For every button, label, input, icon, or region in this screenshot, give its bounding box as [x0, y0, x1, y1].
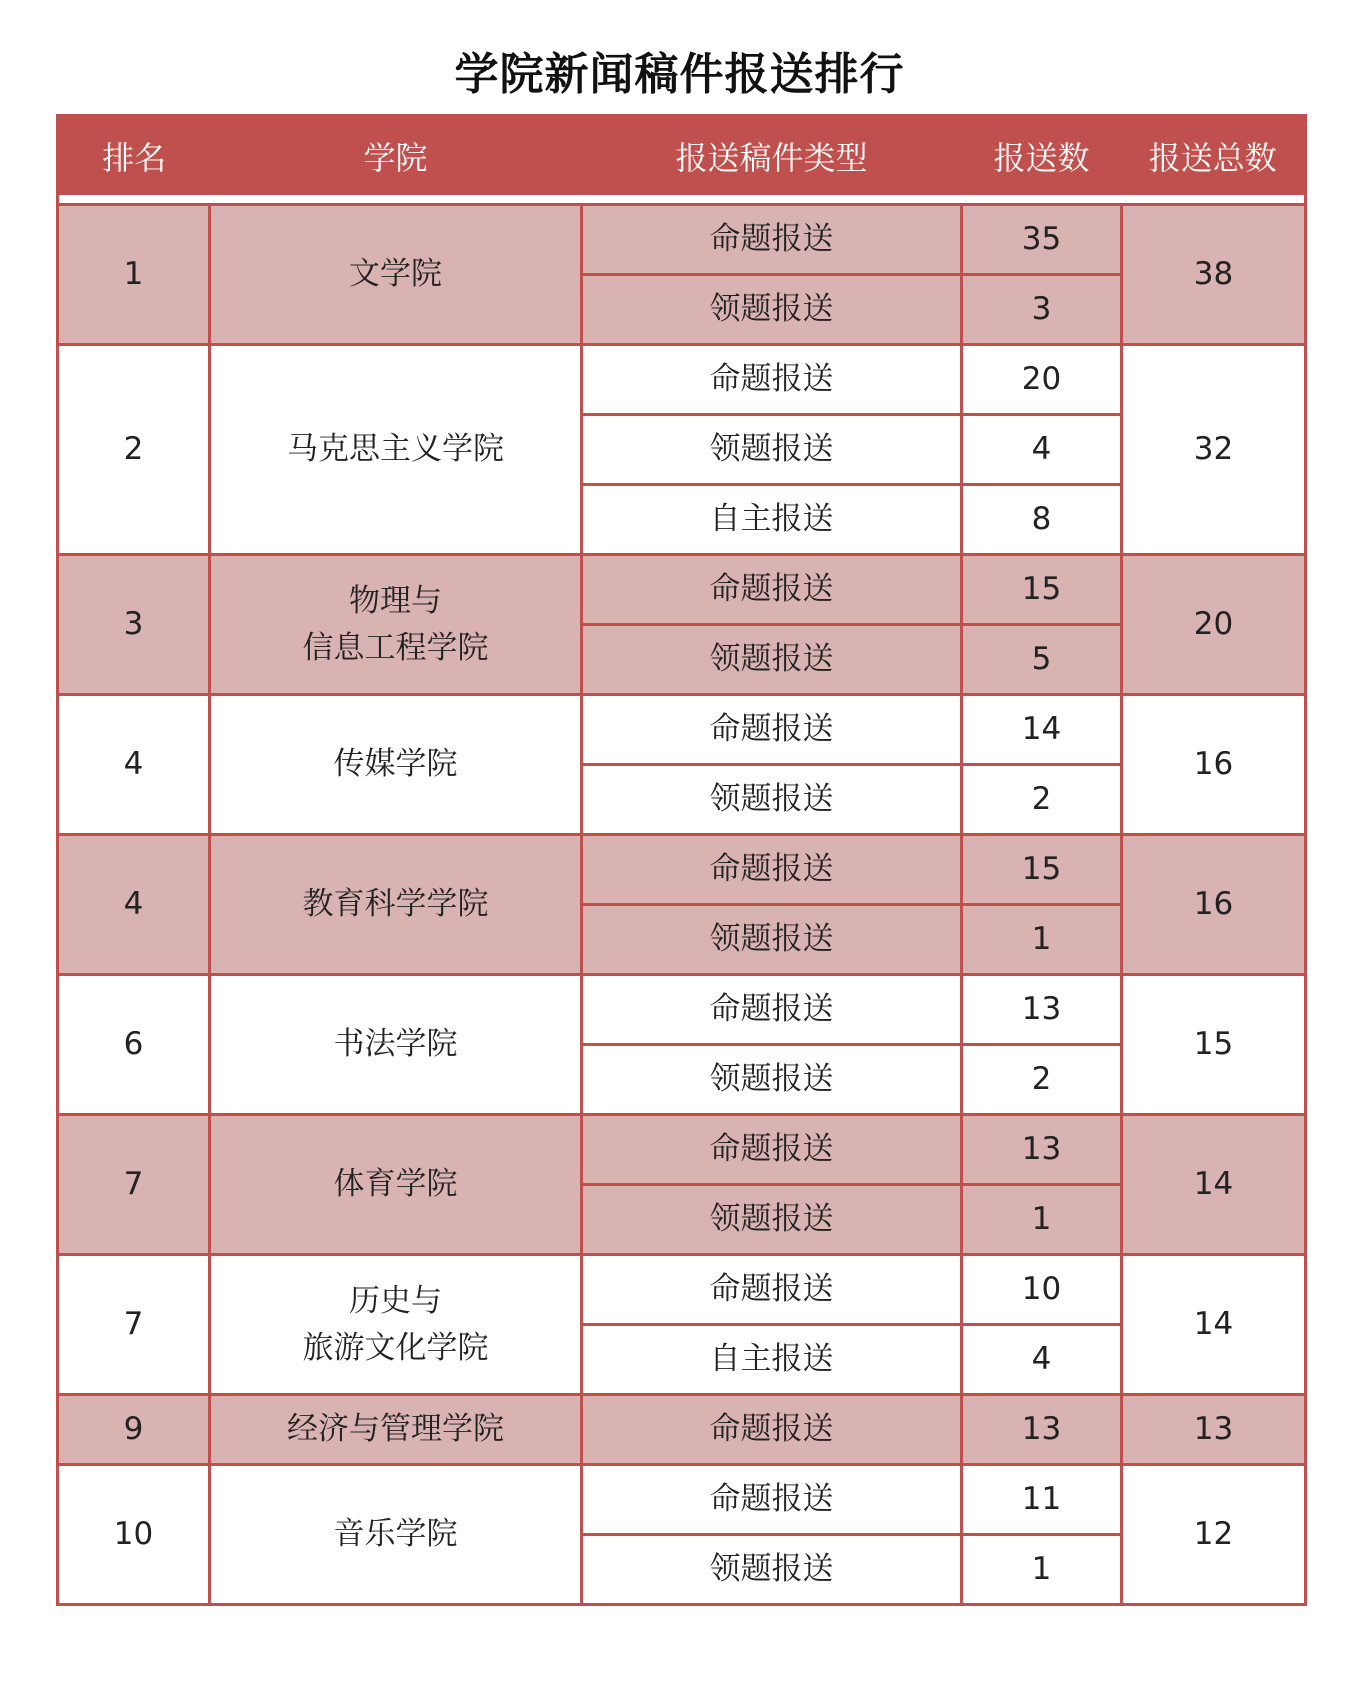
total-cell: 16 [1122, 835, 1306, 975]
table-header [58, 116, 1306, 196]
submission-type-cell: 命题报送 [582, 1255, 962, 1325]
submission-type-cell: 自主报送 [582, 485, 962, 555]
total-cell: 15 [1122, 975, 1306, 1115]
total-cell: 14 [1122, 1255, 1306, 1395]
total-cell: 13 [1122, 1395, 1306, 1465]
header-total: 报送总数 [1122, 116, 1306, 196]
submission-count-cell: 4 [962, 415, 1122, 485]
page-title: 学院新闻稿件报送排行 [454, 49, 905, 100]
submission-count-cell: 35 [962, 205, 1122, 275]
rank-cell: 6 [58, 975, 210, 1115]
table-row [58, 1255, 1306, 1325]
submission-count-cell: 20 [962, 345, 1122, 415]
submission-type-cell: 领题报送 [582, 765, 962, 835]
table-body [58, 195, 1306, 1605]
college-cell: 体育学院 [210, 1115, 582, 1255]
rank-cell: 7 [58, 1255, 210, 1395]
submission-count-cell: 15 [962, 555, 1122, 625]
header-gap [58, 195, 1306, 205]
total-cell: 32 [1122, 345, 1306, 555]
submission-count-cell: 13 [962, 1115, 1122, 1185]
submission-type-cell: 领题报送 [582, 625, 962, 695]
submission-type-cell: 自主报送 [582, 1325, 962, 1395]
submission-type-cell: 领题报送 [582, 275, 962, 345]
submission-count-cell: 2 [962, 765, 1122, 835]
submission-count-cell: 10 [962, 1255, 1122, 1325]
submission-type-cell: 领题报送 [582, 1535, 962, 1605]
submission-type-cell: 命题报送 [582, 1115, 962, 1185]
header-type: 报送稿件类型 [582, 116, 962, 196]
total-cell: 38 [1122, 205, 1306, 345]
submission-count-cell: 11 [962, 1465, 1122, 1535]
table-row [58, 695, 1306, 765]
table-row [58, 975, 1306, 1045]
submission-type-cell: 命题报送 [582, 1465, 962, 1535]
submission-count-cell: 15 [962, 835, 1122, 905]
table-row [58, 1465, 1306, 1535]
submission-type-cell: 命题报送 [582, 695, 962, 765]
rank-cell: 9 [58, 1395, 210, 1465]
submission-type-cell: 命题报送 [582, 975, 962, 1045]
submission-count-cell: 8 [962, 485, 1122, 555]
submission-type-cell: 命题报送 [582, 835, 962, 905]
total-cell: 12 [1122, 1465, 1306, 1605]
college-cell: 传媒学院 [210, 695, 582, 835]
total-cell: 14 [1122, 1115, 1306, 1255]
submission-type-cell: 命题报送 [582, 345, 962, 415]
table-row [58, 835, 1306, 905]
total-cell: 16 [1122, 695, 1306, 835]
college-cell: 音乐学院 [210, 1465, 582, 1605]
college-cell: 书法学院 [210, 975, 582, 1115]
submission-count-cell: 5 [962, 625, 1122, 695]
rank-cell: 7 [58, 1115, 210, 1255]
college-cell: 教育科学学院 [210, 835, 582, 975]
rank-cell: 4 [58, 695, 210, 835]
rank-cell: 10 [58, 1465, 210, 1605]
rank-cell: 1 [58, 205, 210, 345]
submission-type-cell: 领题报送 [582, 415, 962, 485]
header-count: 报送数 [962, 116, 1122, 196]
ranking-table [56, 114, 1307, 1606]
rank-cell: 3 [58, 555, 210, 695]
submission-count-cell: 4 [962, 1325, 1122, 1395]
submission-type-cell: 领题报送 [582, 1045, 962, 1115]
submission-count-cell: 1 [962, 905, 1122, 975]
college-cell: 经济与管理学院 [210, 1395, 582, 1465]
header-college: 学院 [210, 116, 582, 196]
rank-cell: 2 [58, 345, 210, 555]
college-cell: 马克思主义学院 [210, 345, 582, 555]
submission-count-cell: 13 [962, 975, 1122, 1045]
college-cell: 文学院 [210, 205, 582, 345]
submission-count-cell: 2 [962, 1045, 1122, 1115]
table-row [58, 1115, 1306, 1185]
submission-count-cell: 13 [962, 1395, 1122, 1465]
college-cell: 物理与 信息工程学院 [210, 555, 582, 695]
submission-type-cell: 命题报送 [582, 205, 962, 275]
table-row [58, 1395, 1306, 1465]
submission-count-cell: 1 [962, 1535, 1122, 1605]
submission-type-cell: 命题报送 [582, 555, 962, 625]
table-row [58, 345, 1306, 415]
submission-count-cell: 3 [962, 275, 1122, 345]
submission-count-cell: 1 [962, 1185, 1122, 1255]
table-row [58, 555, 1306, 625]
submission-type-cell: 命题报送 [582, 1395, 962, 1465]
table-row [58, 205, 1306, 275]
submission-type-cell: 领题报送 [582, 1185, 962, 1255]
header-rank: 排名 [58, 116, 210, 196]
rank-cell: 4 [58, 835, 210, 975]
college-cell: 历史与 旅游文化学院 [210, 1255, 582, 1395]
total-cell: 20 [1122, 555, 1306, 695]
submission-type-cell: 领题报送 [582, 905, 962, 975]
submission-count-cell: 14 [962, 695, 1122, 765]
